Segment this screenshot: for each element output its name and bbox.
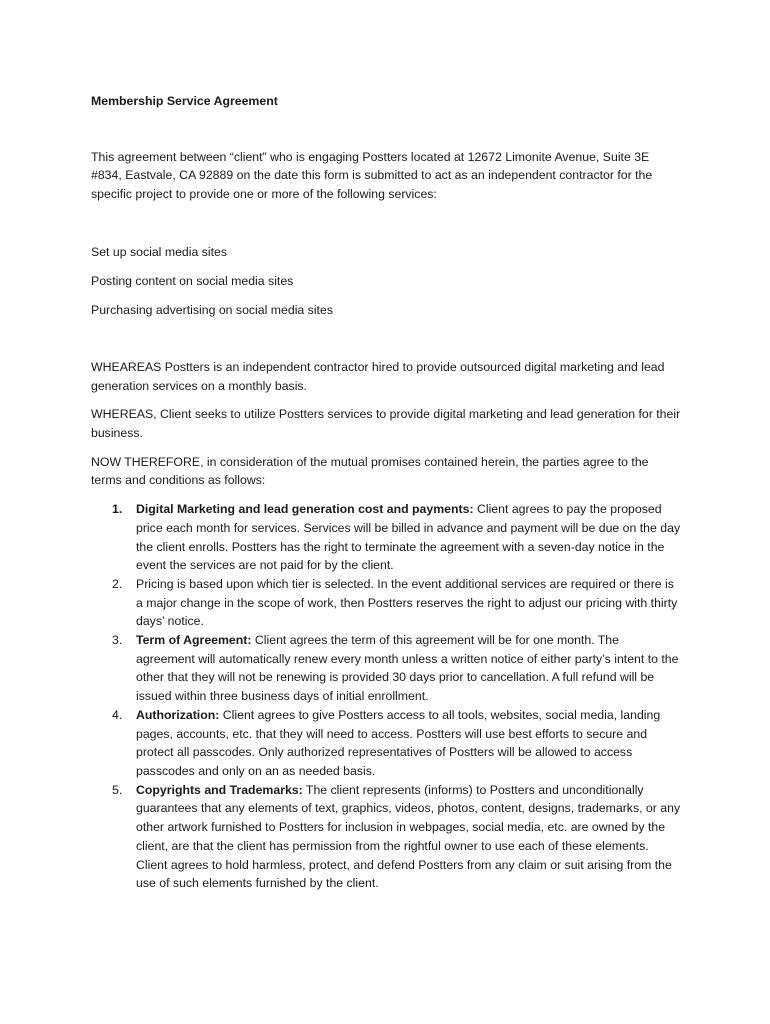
term-number: 5.: [112, 782, 123, 797]
now-therefore-paragraph: NOW THEREFORE, in consideration of the mutual promises contained herein, the parties agree to the terms and conditions as follows:: [91, 454, 649, 488]
term-body: Client agrees to give Postters access to all tools, websites, social media, landing pages, accounts, etc. that they will need to access. Postters will use best efforts to secure and protect all passcodes. Only authorized representatives of Postters will be allowed to access passcodes and only on an as needed basis.: [136, 707, 661, 778]
term-heading: Authorization:: [136, 707, 220, 722]
intro-paragraph: This agreement between “client” who is engaging Postters located at 12672 Limonite Avenue, Suite 3E #834, Eastvale, CA 92889 on the date this form is submitted to act as an independent contractor for the specific project to provide one or more of the following services:: [91, 149, 653, 202]
term-number: 3.: [112, 633, 123, 648]
term-heading: Digital Marketing and lead generation cost and payments:: [136, 502, 474, 517]
term-body: Client agrees to pay the proposed price each month for services. Services will be billed in advance and payment will be due on the day the client enrolls. Postters has the right to terminate the agreement with a seven-day notice in the event the services are not paid for by the client.: [136, 502, 681, 573]
whereas-paragraph-1: WHEAREAS Postters is an independent contractor hired to provide outsourced digital marketing and lead generation services on a monthly basis.: [91, 359, 665, 393]
terms-list: [91, 500, 681, 893]
term-body: Client agrees the term of this agreement will be for one month. The agreement will automatically renew every month unless a written notice of either party’s intent to the other that they will not be renewing is provided 30 days prior to cancellation. A full refund will be issued within three business days of initial enrollment.: [136, 633, 679, 704]
term-item: [91, 631, 681, 706]
term-heading: Copyrights and Trademarks:: [136, 782, 303, 797]
term-body: Pricing is based upon which tier is selected. In the event additional services are required or there is a major change in the scope of work, then Postters reserves the right to adjust our pricing with thirty days’ notice.: [136, 576, 678, 629]
whereas-paragraph-2: WHEREAS, Client seeks to utilize Postters services to provide digital marketing and lead generation for their business.: [91, 407, 681, 441]
term-item: [91, 500, 681, 575]
document-page: [91, 92, 681, 893]
term-number: 1.: [112, 502, 123, 517]
term-number: 4.: [112, 707, 123, 722]
document-title: Membership Service Agreement: [91, 94, 278, 108]
term-item: [91, 781, 681, 893]
services-list: [91, 243, 681, 320]
term-body: The client represents (informs) to Postters and unconditionally guarantees that any elements of text, graphics, videos, photos, content, designs, trademarks, or any other artwork furnished to Postters for inclusion in webpages, social media, etc. are owned by the client, are that the client has permission from the rightful owner to use each of these elements. Client agrees to hold harmless, protect, and defend Postters from any claim or suit arising from the use of such elements furnished by the client.: [136, 782, 681, 891]
service-item: Set up social media sites: [91, 244, 228, 259]
term-number: 2.: [112, 576, 123, 591]
service-item: Posting content on social media sites: [91, 274, 294, 289]
service-item: Purchasing advertising on social media sites: [91, 303, 333, 318]
term-item: [91, 706, 681, 781]
term-item: [91, 575, 681, 631]
term-heading: Term of Agreement:: [136, 633, 252, 648]
